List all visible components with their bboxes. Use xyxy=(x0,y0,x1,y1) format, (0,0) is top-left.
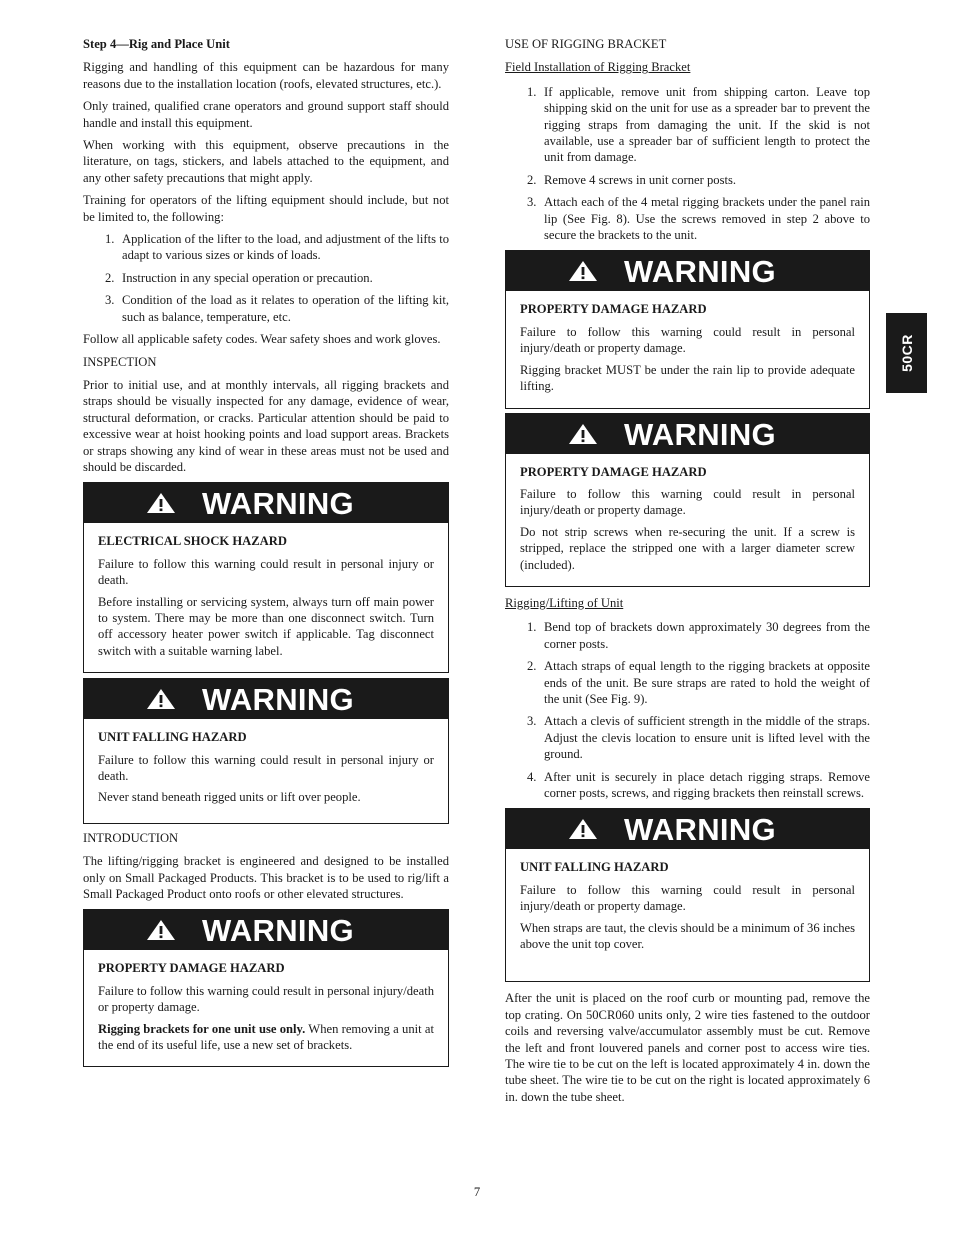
list-item: 3. Condition of the load as it relates to operation of the lifting kit, such as balance, temperature, etc. xyxy=(105,293,449,324)
warning-title: WARNING xyxy=(624,254,776,290)
list-item: 1. Bend top of brackets down approximately 30 degrees from the corner posts. xyxy=(527,620,870,651)
warning-text: Rigging bracket MUST be under the rain lip to provide adequate lifting. xyxy=(520,362,855,394)
warning-text: When straps are taut, the clevis should be a minimum of 36 inches above the unit top cover. xyxy=(520,920,855,952)
warning-text: Before installing or servicing system, always turn off main power to system. There may be more than one disconnect switch. Turn off accessory heater power switch if applicable. Tag disconnect switch with a suitable warning label. xyxy=(98,594,434,658)
warning-title: WARNING xyxy=(202,913,354,949)
paragraph: Prior to initial use, and at monthly intervals, all rigging brackets and straps should be visually inspected for any damage, evidence of wear, structural deformation, or cracks. Particular attention should be paid to excessive wear at hoist hooking points and load support areas. Brackets or straps showing any kind of wear in these areas must not be used and should be discarded. xyxy=(83,377,449,474)
warning-header xyxy=(506,414,869,454)
warning-text: Failure to follow this warning could result in personal injury or death. xyxy=(98,556,434,588)
warning-box-electrical xyxy=(83,482,449,673)
inspection-heading: INSPECTION xyxy=(83,354,157,369)
warning-text: Never stand beneath rigged units or lift over people. xyxy=(98,790,361,805)
right-column xyxy=(505,36,870,1111)
warning-header xyxy=(506,809,869,849)
warning-text: Failure to follow this warning could result in personal injury/death or property damage. xyxy=(520,882,855,914)
list-item: 2. Remove 4 screws in unit corner posts. xyxy=(527,172,737,187)
warning-text: Failure to follow this warning could result in personal injury/death or property damage. xyxy=(520,486,855,518)
paragraph: After the unit is placed on the roof curb or mounting pad, remove the top crating. On 50CR060 units only, 2 wire ties fastened to the outdoor coils and reversing valve/accumulator assembly must be cut. Remove the left and front louvered panels and corner post to access wire ties. The wire tie to be cut on the left is located approximately 4 in. down the tube sheet. The wire tie to be cut on the right is located approximately 6 in. down the tube sheet. xyxy=(505,991,870,1104)
paragraph: Training for operators of the lifting equipment should include, but not be limited to, the following: xyxy=(83,193,449,224)
paragraph: The lifting/rigging bracket is engineered and designed to be installed only on Small Packaged Products. This bracket is to be used to rig/lift a Small Packaged Product onto roofs or other elevated structures. xyxy=(83,854,449,902)
rigging-list xyxy=(505,619,870,801)
warning-text: Failure to follow this warning could result in personal injury or death. xyxy=(98,752,434,783)
list-item: 3. Attach each of the 4 metal rigging brackets under the panel rain lip (See Fig. 8). Use the screws removed in step 2 above to secure the brackets to the unit. xyxy=(527,195,870,243)
page-number: 7 xyxy=(473,1185,481,1199)
introduction-heading: INTRODUCTION xyxy=(83,830,179,845)
warning-box-unit-falling xyxy=(83,678,449,824)
hazard-title: UNIT FALLING HAZARD xyxy=(98,730,247,745)
paragraph: Rigging and handling of this equipment can be hazardous for many reasons due to the installation location (roofs, elevated structures, etc.). xyxy=(83,60,449,91)
warning-text: Do not strip screws when re‑securing the unit. If a screw is stripped, replace the stripped one with a larger diameter screw (included). xyxy=(520,524,855,572)
warning-text: Failure to follow this warning could result in personal injury/death or property damage. xyxy=(520,324,855,356)
field-installation-list xyxy=(505,84,870,244)
paragraph: When working with this equipment, observe precautions in the literature, on tags, stickers, and labels attached to the equipment, and any other safety precautions that might apply. xyxy=(83,138,449,185)
warning-triangle-icon xyxy=(146,688,176,710)
paragraph: Only trained, qualified crane operators and ground support staff should handle and install this equipment. xyxy=(83,99,449,130)
list-item: 4. After unit is securely in place detach rigging straps. Remove corner posts, screws, and rigging brackets then reinstall screws. xyxy=(527,769,870,800)
hazard-title: PROPERTY DAMAGE HAZARD xyxy=(520,302,707,317)
hazard-title: UNIT FALLING HAZARD xyxy=(520,860,669,875)
warning-title: WARNING xyxy=(202,486,354,522)
warning-triangle-icon xyxy=(146,919,176,941)
hazard-title: ELECTRICAL SHOCK HAZARD xyxy=(98,534,287,549)
warning-title: WARNING xyxy=(624,416,776,452)
warning-header xyxy=(84,910,448,950)
section-side-tab: 50CR xyxy=(886,313,927,393)
warning-box-property-damage xyxy=(83,909,449,1067)
list-item: 2. Attach straps of equal length to the rigging brackets at opposite ends of the unit. Be sure straps are rated to hold the weight of the unit (See Fig. 9). xyxy=(527,659,870,706)
warning-emphasis: Rigging brackets for one unit use only. xyxy=(98,1021,306,1036)
warning-text: Failure to follow this warning could result in personal injury/death or property damage. xyxy=(98,983,434,1015)
warning-header xyxy=(84,483,448,523)
warning-box-property-damage xyxy=(505,413,870,587)
hazard-title: PROPERTY DAMAGE HAZARD xyxy=(520,464,707,479)
list-item: 3. Attach a clevis of sufficient strength in the middle of the straps. Adjust the clevis location to ensure unit is lifted level with the ground. xyxy=(527,714,870,762)
list-item: 1. If applicable, remove unit from shipping carton. Leave top shipping skid on the unit for use as a spreader bar to prevent the rigging straps from damaging the unit. If the skid is not available, use a spreader bar of sufficient length to protect the unit from damage. xyxy=(527,84,870,165)
hazard-title: PROPERTY DAMAGE HAZARD xyxy=(98,961,285,976)
warning-box-property-damage xyxy=(505,250,870,408)
warning-title: WARNING xyxy=(202,682,354,718)
warning-triangle-icon xyxy=(568,260,598,282)
warning-triangle-icon xyxy=(568,423,598,445)
warning-title: WARNING xyxy=(624,812,776,848)
warning-triangle-icon xyxy=(568,818,598,840)
list-item: 1. Application of the lifter to the load, and adjustment of the lifts to adapt to various sizes or kinds of loads. xyxy=(105,232,449,263)
warning-text: Rigging brackets for one unit use only. When removing a unit at the end of its useful life, use a new set of brackets. xyxy=(98,1021,434,1053)
warning-header xyxy=(506,251,869,291)
warning-triangle-icon xyxy=(146,492,176,514)
use-heading: USE OF RIGGING BRACKET xyxy=(505,37,667,51)
warning-header xyxy=(84,679,448,719)
paragraph: Follow all applicable safety codes. Wear safety shoes and work gloves. xyxy=(83,332,441,347)
left-column xyxy=(83,36,449,1071)
warning-box-unit-falling xyxy=(505,808,870,982)
training-list xyxy=(83,231,449,325)
list-item: 2. Instruction in any special operation or precaution. xyxy=(105,270,373,285)
rigging-lifting-heading: Rigging/Lifting of Unit xyxy=(505,595,624,610)
step-heading: Step 4—Rig and Place Unit xyxy=(83,37,230,51)
field-installation-heading: Field Installation of Rigging Bracket xyxy=(505,60,691,75)
